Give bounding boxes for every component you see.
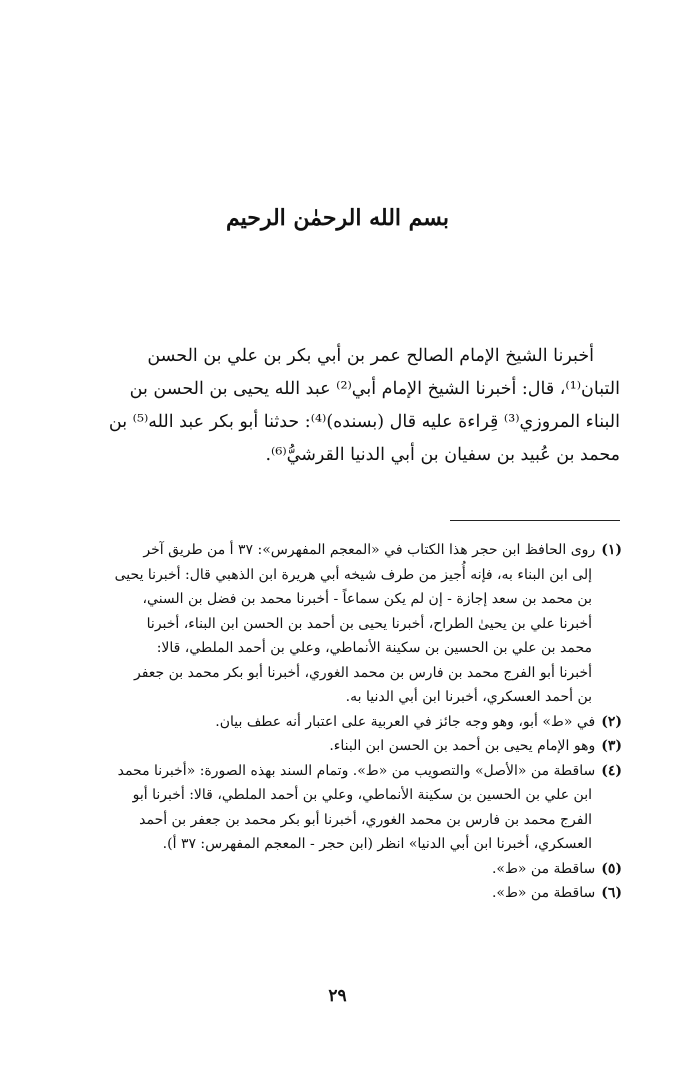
footnote-line: وهو الإمام يحيى بن أحمد بن الحسن ابن البناء. (329, 738, 596, 754)
main-line: محمد بن عُبيد بن سفيان بن أبي الدنيا القرشيُّ⁽⁶⁾. (265, 445, 620, 465)
footnote-line: ساقطة من «ط». (491, 860, 596, 877)
footnote-4 (58, 759, 622, 857)
main-line: البناء المروزي⁽³⁾ قِراءة عليه قال (بسنده)⁽⁴⁾: حدثنا أبو بكر عبد الله⁽⁵⁾ بن (108, 412, 620, 432)
main-paragraph (60, 340, 620, 472)
page-number: ٢٩ (328, 986, 347, 1006)
footnote-6 (58, 881, 622, 906)
footnote-line: روى الحافظ ابن حجر هذا الكتاب في «المعجم المفهرس»: ٣٧ أ من طريق آخر (143, 542, 596, 558)
footnote-number: (٢) (601, 713, 622, 730)
footnote-separator (450, 520, 620, 521)
footnote-number: (٥) (601, 860, 622, 877)
footnote-5 (58, 857, 622, 882)
main-line: أخبرنا الشيخ الإمام الصالح عمر بن أبي بكر بن علي بن الحسن (147, 346, 594, 366)
footnote-line: العسكري، أخبرنا ابن أبي الدنيا» انظر (ابن حجر - المعجم المفهرس: ٣٧ أ). (162, 836, 592, 852)
footnote-line: ساقطة من «الأصل» والتصويب من «ط». وتمام السند بهذه الصورة: «أخبرنا محمد (117, 762, 596, 779)
footnote-line: الفرج محمد بن فارس بن محمد الغوري، أخبرنا أبو بكر محمد بن جعفر بن أحمد (139, 811, 592, 828)
footnote-line: ابن علي بن الحسين بن سكينة الأنماطي، وعلي بن أحمد الملطي، قالا: أخبرنا أبو (132, 787, 592, 803)
footnote-number: (١) (601, 542, 622, 558)
footnote-line: بن محمد بن سعد إجازة - إن لم يكن سماعاً - أخبرنا محمد بن فضل بن السني، (142, 591, 592, 607)
basmala-heading: بسم الله الرحمٰن الرحيم (225, 205, 450, 231)
footnote-line: بن أحمد العسكري، أخبرنا ابن أبي الدنيا به. (345, 689, 592, 705)
footnote-1 (58, 538, 622, 710)
footnote-line: ساقطة من «ط». (491, 885, 596, 901)
footnote-number: (٣) (601, 738, 622, 754)
footnote-line: أخبرنا علي بن يحيىٰ الطراح، أخبرنا يحيى بن أحمد بن الحسن ابن البناء، أخبرنا (146, 615, 592, 632)
footnote-number: (٦) (601, 885, 622, 901)
main-line: التبان⁽¹⁾، قال: أخبرنا الشيخ الإمام أبي⁽²⁾ عبد الله يحيى بن الحسن بن (129, 379, 620, 399)
footnote-line: إلى ابن البناء به، فإنه أُجيز من طرف شيخه أبي هريرة ابن الذهبي قال: أخبرنا يحيى (114, 566, 592, 583)
footnotes (58, 538, 622, 906)
footnote-number: (٤) (601, 762, 622, 779)
footnote-line: محمد بن علي بن الحسين بن سكينة الأنماطي، وعلي بن أحمد الملطي، قالا: (156, 640, 592, 656)
footnote-3 (58, 734, 622, 759)
footnote-line: في «ط» أبو، وهو وجه جائز في العربية على اعتبار أنه عطف بيان. (215, 713, 596, 730)
footnote-line: أخبرنا أبو الفرج محمد بن فارس بن محمد الغوري، أخبرنا أبو بكر محمد بن جعفر (133, 664, 592, 681)
footnote-2 (58, 710, 622, 735)
